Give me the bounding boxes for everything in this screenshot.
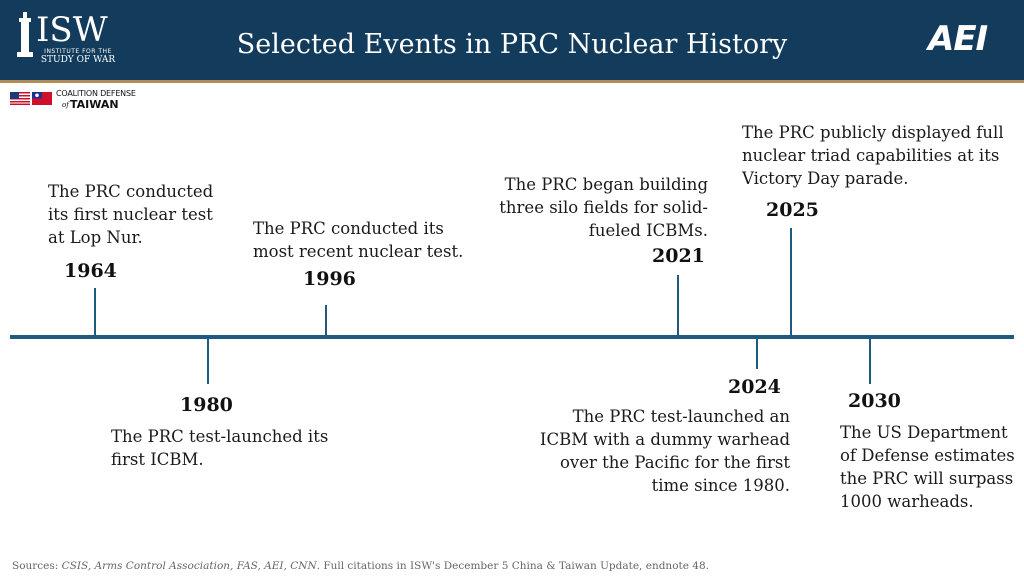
page-title: Selected Events in PRC Nuclear History	[236, 29, 788, 60]
taiwan-flag-icon	[32, 92, 52, 105]
aei-logo-text: AEI	[928, 19, 988, 59]
header-divider	[0, 80, 1024, 83]
event-2021-description: The PRC began building three silo fields for solid-fueled ICBMs.	[499, 175, 708, 240]
event-2030-description: The US Department of Defense estimates the PRC will surpass 1000 warheads.	[840, 423, 1015, 511]
year-1996: 1996	[303, 268, 356, 290]
isw-subtitle-line2: STUDY OF WAR	[40, 55, 116, 65]
tick-1980	[207, 339, 209, 384]
year-2030: 2030	[848, 390, 901, 412]
coalition-line1: COALITION DEFENSE	[56, 89, 136, 98]
coalition-logo	[10, 88, 170, 112]
year-1964: 1964	[64, 260, 117, 282]
sources-prefix: Sources:	[12, 560, 62, 572]
tick-2025	[790, 228, 792, 335]
tick-2030	[869, 339, 871, 384]
aei-logo	[924, 18, 1010, 62]
year-2021: 2021	[652, 245, 705, 267]
sources-footnote	[12, 559, 709, 573]
tick-2021	[677, 275, 679, 335]
tick-1964	[94, 288, 96, 335]
timeline-axis	[10, 335, 1014, 339]
event-2025-description: The PRC publicly displayed full nuclear triad capabilities at its Victory Day parade.	[742, 123, 1004, 188]
tick-2024	[756, 339, 758, 369]
coalition-line2: TAIWAN	[70, 98, 119, 111]
event-1996-description: The PRC conducted its most recent nuclear test.	[253, 219, 464, 261]
event-1980-description: The PRC test-launched its first ICBM.	[111, 427, 329, 469]
event-2024-description: The PRC test-launched an ICBM with a dummy warhead over the Pacific for the first time since 1980.	[539, 407, 790, 495]
isw-letters: ISW	[36, 10, 108, 50]
us-flag-icon	[10, 92, 30, 105]
tick-1996	[325, 305, 327, 335]
year-2025: 2025	[766, 199, 819, 221]
event-1964-description: The PRC conducted its first nuclear test at Lop Nur.	[48, 182, 214, 247]
sources-suffix: . Full citations in ISW's December 5 China & Taiwan Update, endnote 48.	[316, 560, 709, 572]
coalition-of: of	[62, 101, 69, 109]
isw-subtitle-line1: INSTITUTE FOR THE	[44, 48, 112, 55]
year-2024: 2024	[728, 376, 781, 398]
year-1980: 1980	[180, 394, 233, 416]
sources-list: CSIS, Arms Control Association, FAS, AEI, CNN	[61, 560, 317, 572]
